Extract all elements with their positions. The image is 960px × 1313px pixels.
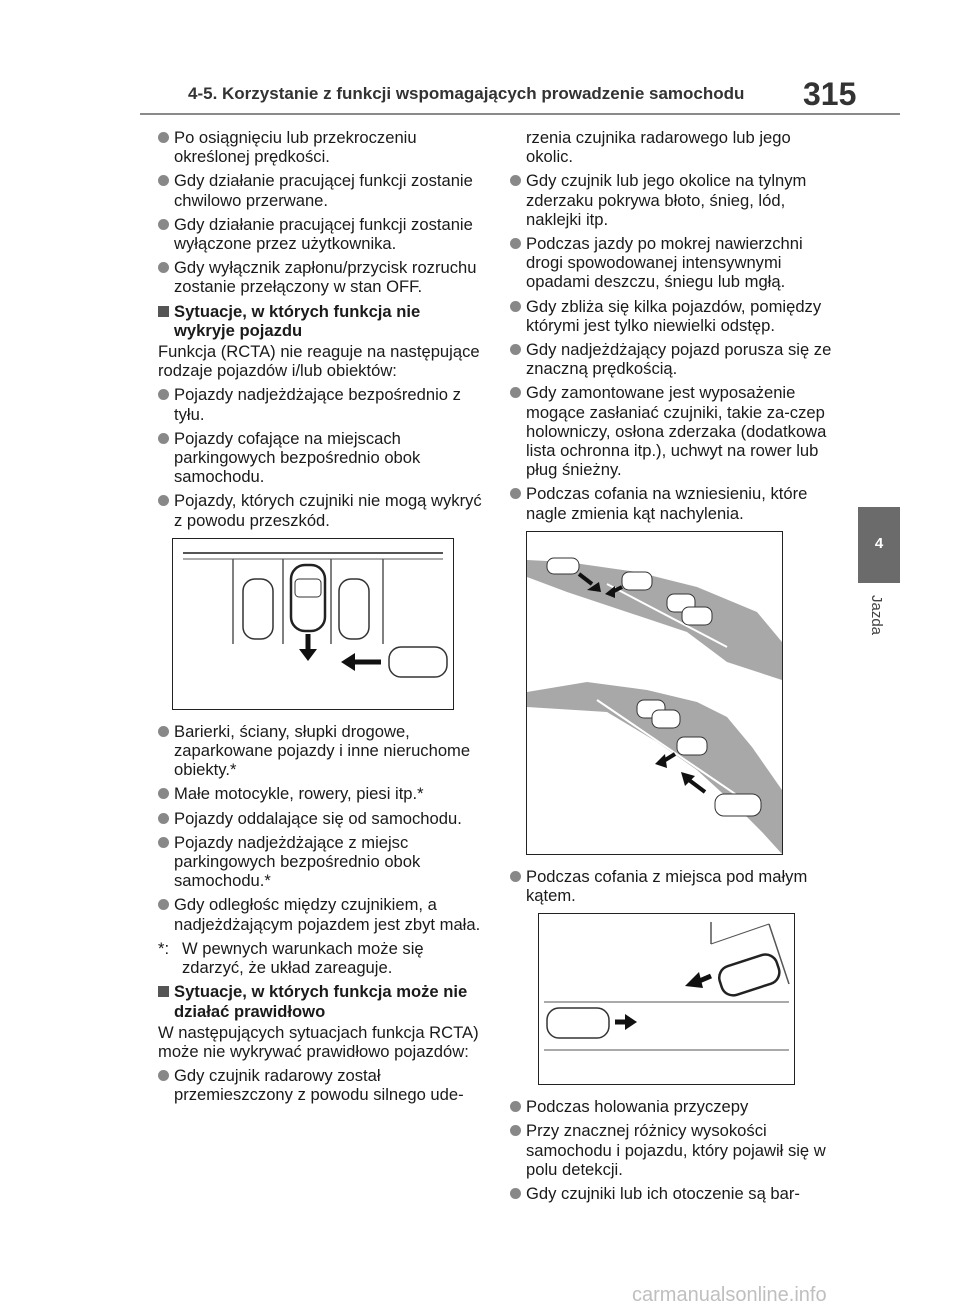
list-item: Gdy nadjeżdżający pojazd porusza się ze znaczną prędkością. bbox=[510, 340, 832, 378]
list-item: Barierki, ściany, słupki drogowe, zaparkowane pojazdy i inne nieruchome obiekty.* bbox=[158, 722, 483, 780]
list-item: Podczas holowania przyczepy bbox=[510, 1097, 832, 1116]
list-item: Podczas jazdy po mokrej nawierzchni drogi spowodowanej intensywnymi opadami deszczu, śniegu lub mgłą. bbox=[510, 234, 832, 292]
chapter-tab[interactable] bbox=[858, 507, 900, 583]
bullet-icon bbox=[158, 837, 169, 848]
bullet-icon bbox=[510, 488, 521, 499]
list-item: Pojazdy cofające na miejscach parkingowych bezpośrednio obok samochodu. bbox=[158, 429, 483, 487]
list-item: Pojazdy nadjeżdżające z miejsc parkingowych bezpośrednio obok samochodu.* bbox=[158, 833, 483, 891]
chapter-label: Jazda bbox=[868, 595, 885, 636]
list-item: Po osiągnięciu lub przekroczeniu określonej prędkości. bbox=[158, 128, 483, 166]
bullet-icon bbox=[510, 387, 521, 398]
list-item: Gdy czujniki lub ich otoczenie są bar- bbox=[510, 1184, 832, 1203]
bullet-icon bbox=[158, 175, 169, 186]
page-number: 315 bbox=[803, 76, 857, 112]
list-item: Gdy czujnik lub jego okolice na tylnym zderzaku pokrywa błoto, śnieg, lód, naklejki itp. bbox=[510, 171, 832, 229]
header-title: 4-5. Korzystanie z funkcji wspomagających prowadzenie samochodu bbox=[188, 84, 745, 103]
square-bullet-icon bbox=[158, 306, 169, 317]
left-column bbox=[158, 128, 483, 1110]
bullet-icon bbox=[510, 175, 521, 186]
bullet-icon bbox=[158, 389, 169, 400]
bullet-icon bbox=[158, 726, 169, 737]
bullet-icon bbox=[158, 788, 169, 799]
bullet-icon bbox=[158, 899, 169, 910]
bullet-icon bbox=[158, 1070, 169, 1081]
bullet-icon bbox=[510, 1125, 521, 1136]
bullet-icon bbox=[158, 433, 169, 444]
list-item: Gdy działanie pracującej funkcji zostanie chwilowo przerwane. bbox=[158, 171, 483, 209]
list-item: Gdy działanie pracującej funkcji zostanie wyłączone przez użytkownika. bbox=[158, 215, 483, 253]
list-item: Małe motocykle, rowery, piesi itp.* bbox=[158, 784, 483, 803]
header-divider bbox=[140, 113, 900, 115]
list-item: Podczas cofania z miejsca pod małym kątem. bbox=[510, 867, 832, 905]
bullet-icon bbox=[510, 238, 521, 249]
footnote: *: W pewnych warunkach może się zdarzyć, że układ zareaguje. bbox=[158, 938, 424, 978]
list-item: Gdy zamontowane jest wyposażenie mogące zasłaniać czujniki, takie za-czep holowniczy, osłona zderzaka (dodatkowa lista ochronna itp.), uchwyt na rower lub pług śnieżny. bbox=[510, 383, 832, 479]
list-item: Gdy wyłącznik zapłonu/przycisk rozruchu zostanie przełączony w stan OFF. bbox=[158, 258, 483, 296]
list-item: Pojazdy, których czujniki nie mogą wykryć z powodu przeszkód. bbox=[158, 491, 483, 529]
section-intro: W następujących sytuacjach funkcja RCTA) może nie wykrywać prawidłowo pojazdów: bbox=[158, 1022, 479, 1061]
chapter-number: 4 bbox=[874, 535, 884, 552]
bullet-icon bbox=[158, 262, 169, 273]
section-intro: Funkcja (RCTA) nie reaguje na następujące rodzaje pojazdów i/lub obiektów: bbox=[158, 342, 480, 381]
watermark: carmanualsonline.info bbox=[632, 1284, 827, 1306]
bullet-icon bbox=[510, 344, 521, 355]
bullet-icon bbox=[510, 871, 521, 882]
bullet-icon bbox=[158, 813, 169, 824]
bullet-icon bbox=[158, 219, 169, 230]
list-item: Gdy zbliża się kilka pojazdów, pomiędzy którymi jest tylko niewielki odstęp. bbox=[510, 297, 832, 335]
square-bullet-icon bbox=[158, 986, 169, 997]
section-heading: Sytuacje, w których funkcja nie wykryje pojazdu bbox=[158, 302, 483, 340]
bullet-icon bbox=[158, 132, 169, 143]
bullet-icon bbox=[158, 495, 169, 506]
angled-parking-illustration bbox=[538, 913, 795, 1085]
section-heading: Sytuacje, w których funkcja może nie działać prawidłowo bbox=[158, 982, 483, 1020]
bullet-icon bbox=[510, 1101, 521, 1112]
list-item: Gdy odległośc między czujnikiem, a nadjeżdżającym pojazdem jest zbyt mała. bbox=[158, 895, 483, 933]
list-item: Gdy czujnik radarowy został przemieszczony z powodu silnego ude- bbox=[158, 1066, 483, 1104]
bullet-icon bbox=[510, 1188, 521, 1199]
list-item: Pojazdy nadjeżdżające bezpośrednio z tyłu. bbox=[158, 385, 483, 423]
parking-illustration bbox=[172, 538, 454, 710]
list-item: Pojazdy oddalające się od samochodu. bbox=[158, 809, 483, 828]
list-item: Przy znacznej różnicy wysokości samochodu i pojazdu, który pojawił się w polu detekcji. bbox=[510, 1121, 832, 1179]
bullet-icon bbox=[510, 301, 521, 312]
list-item: Podczas cofania na wzniesieniu, które nagle zmienia kąt nachylenia. bbox=[510, 484, 832, 522]
slope-illustration bbox=[526, 531, 783, 855]
continued-text: rzenia czujnika radarowego lub jego okolic. bbox=[526, 128, 791, 167]
right-column bbox=[510, 128, 832, 1208]
